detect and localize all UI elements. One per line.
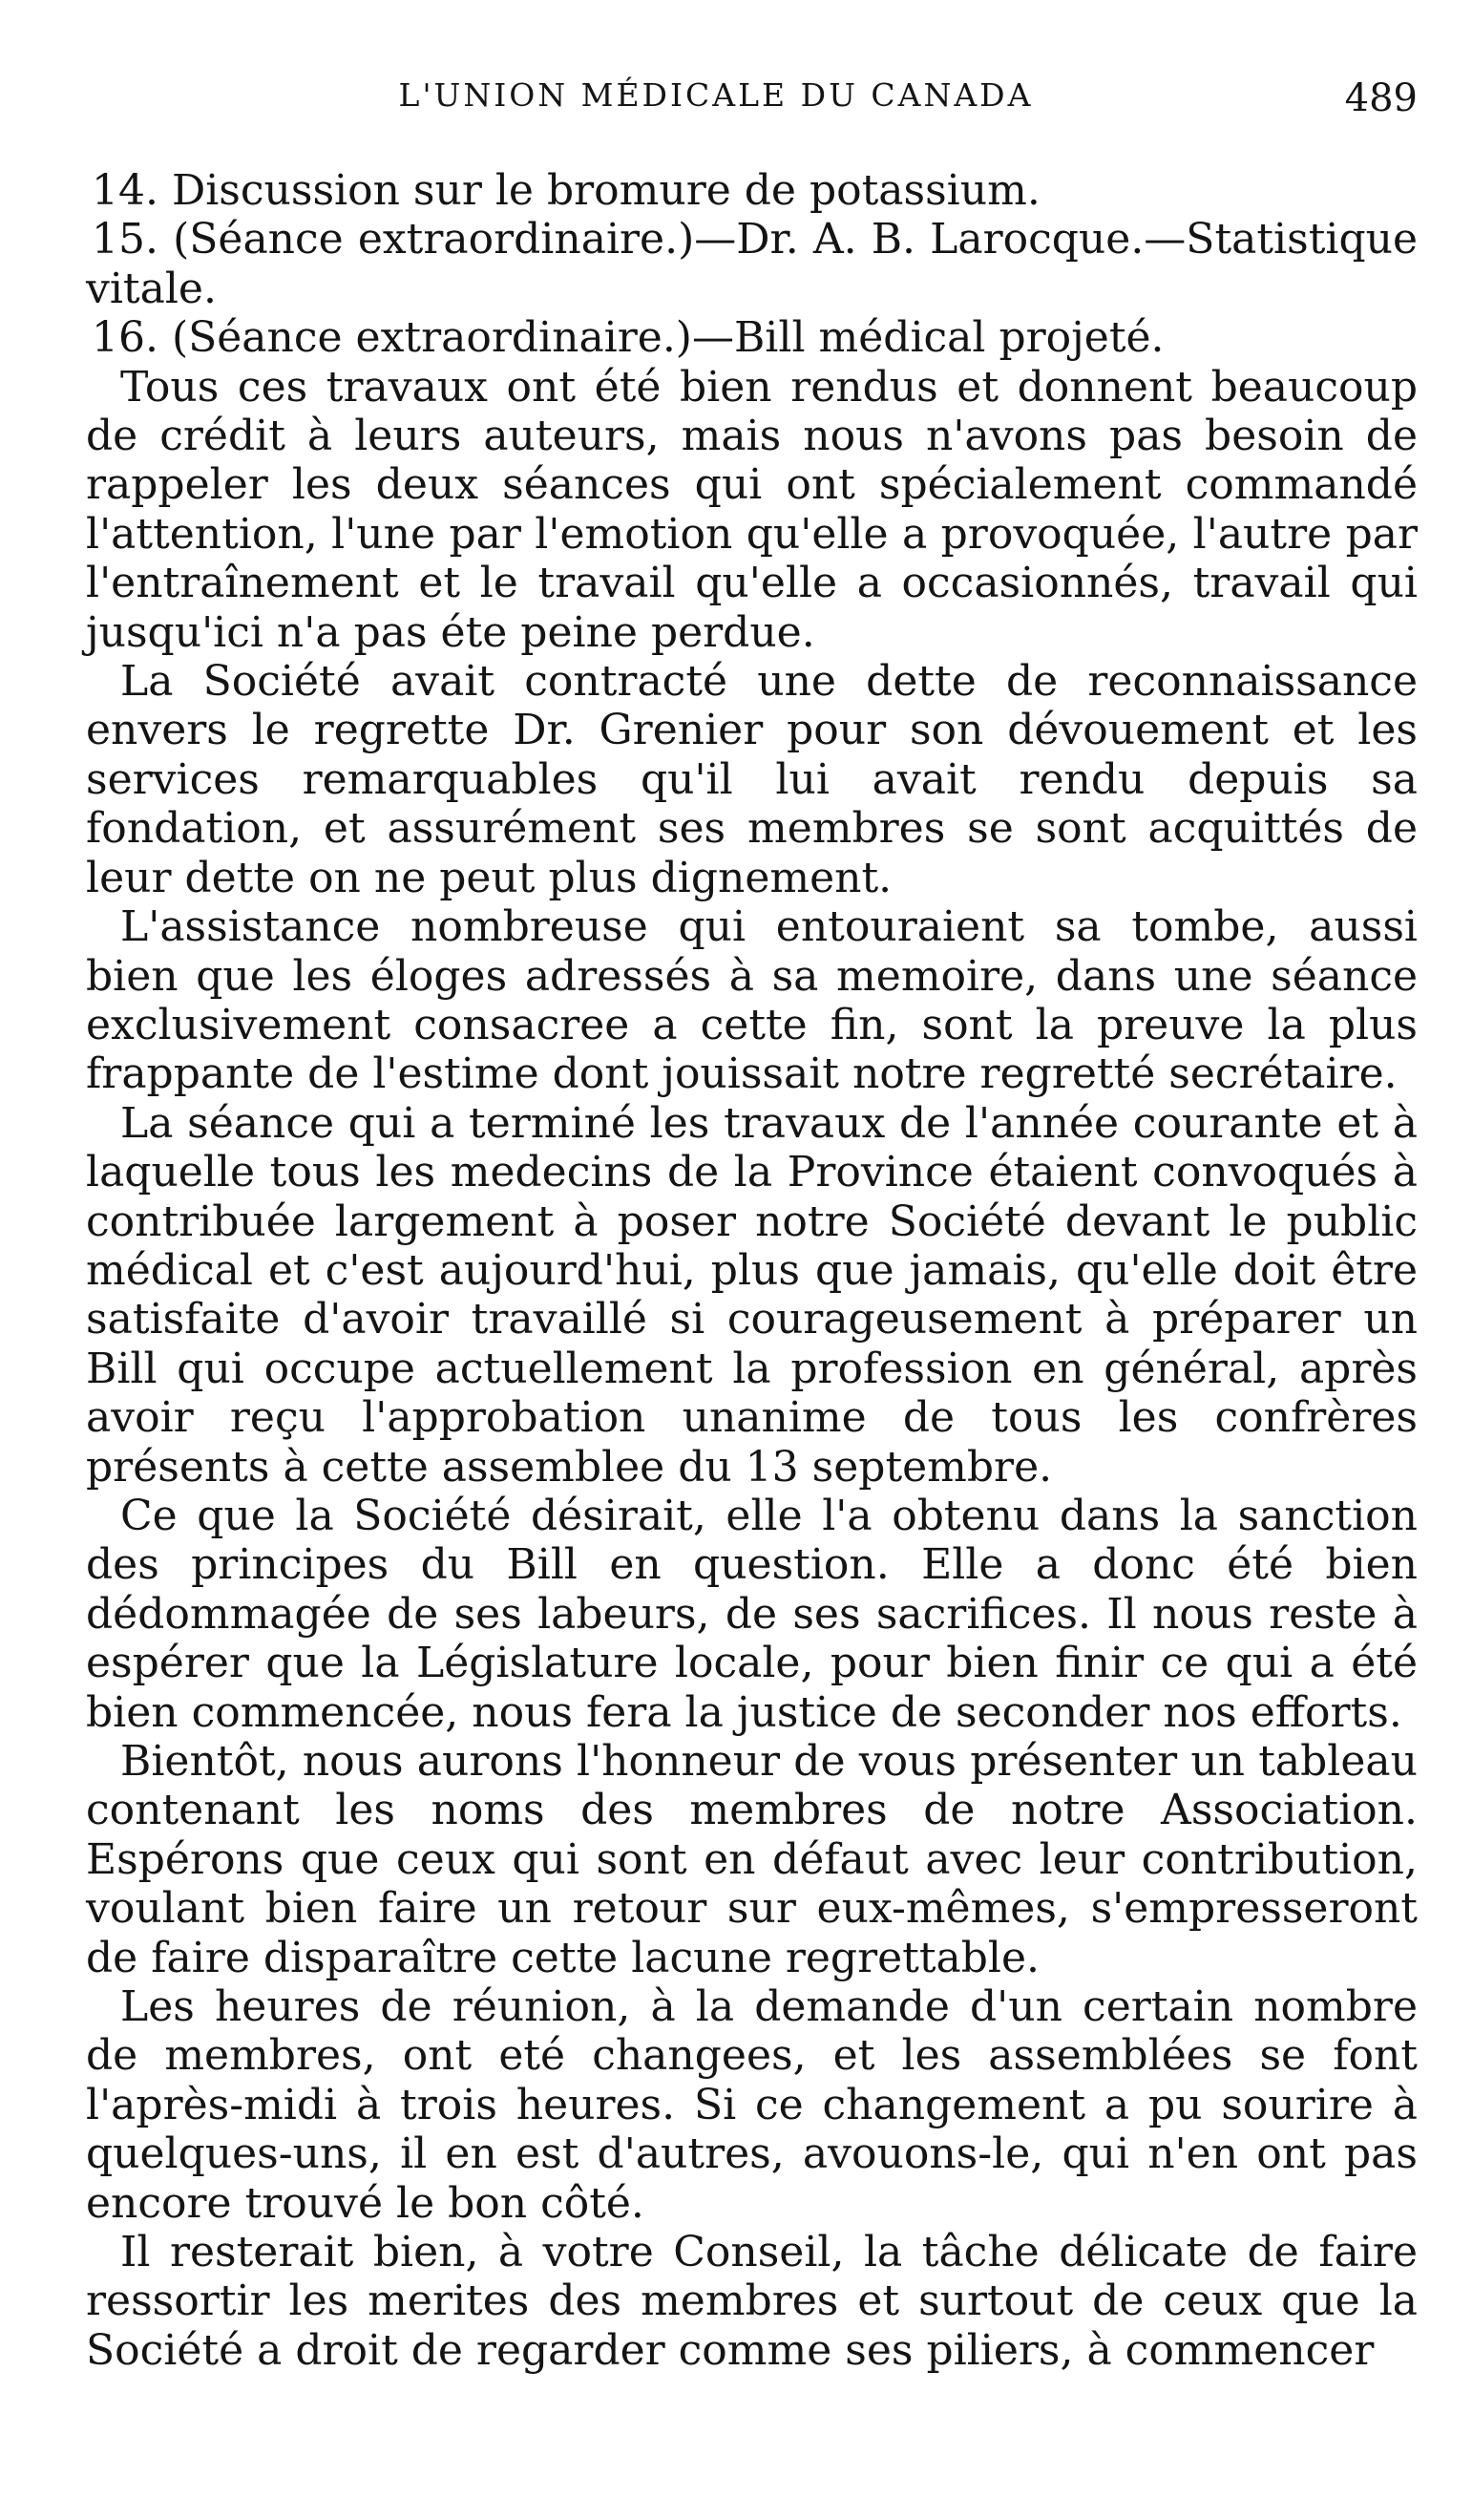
list-item-14: 14. Discussion sur le bromure de potassium.: [92, 166, 1041, 215]
paragraph-heures-reunion: Les heures de réunion, à la demande d'un certain nombre de membres, ont eté changees, et les assemblées se font l'après-midi à trois heures. Si ce changement a pu sourire à quelques-uns, il en est d'autres, avouons-le, qui n'en ont pas encore trouvé le bon côté.: [86, 1982, 1418, 2228]
paragraph-societe-dette: La Société avait contracté une dette de reconnaissance envers le regrette Dr. Grenier pour son dévouement et les services remarquables qu'il lui avait rendu depuis sa fondation, et assurément ses membres se sont acquittés de leur dette on ne peut plus dignement.: [86, 657, 1418, 902]
paragraph-sanction: Ce que la Société désirait, elle l'a obtenu dans la sanction des principes du Bill en question. Elle a donc été bien dédommagée de ses labeurs, de ses sacrifices. Il nous reste à espérer que la Législature locale, pour bien finir ce qui a été bien commencée, nous fera la justice de seconder nos efforts.: [86, 1491, 1418, 1737]
list-item-16: 16. (Séance extraordinaire.)—Bill médical projeté.: [92, 313, 1165, 363]
paragraph-seance-bill: La séance qui a terminé les travaux de l'année courante et à laquelle tous les medecins de la Province étaient convoqués à contribuée largement à poser notre Société devant le public médical et c'est aujourd'hui, plus que jamais, qu'elle doit être satisfaite d'avoir travaillé si courageusement à préparer un Bill qui occupe actuellement la profession en général, après avoir reçu l'approbation unanime de tous les confrères présents à cette assemblee du 13 septembre.: [86, 1098, 1418, 1492]
paragraph-travaux: Tous ces travaux ont été bien rendus et donnent beaucoup de crédit à leurs auteurs, mais nous n'avons pas besoin de rappeler les deux séances qui ont spécialement commandé l'attention, l'une par l'emotion qu'elle a provoquée, l'autre par l'entraînement et le travail qu'elle a occasionnés, travail qui jusqu'ici n'a pas éte peine perdue.: [86, 362, 1418, 657]
running-title: L'UNION MÉDICALE DU CANADA: [398, 76, 1034, 114]
paragraph-tableau-membres: Bientôt, nous aurons l'honneur de vous présenter un tableau contenant les noms des membres de notre Association. Espérons que ceux qui sont en défaut avec leur contribution, voulant bien faire un retour sur eux-mêmes, s'empresseront de faire disparaître cette lacune regrettable.: [86, 1737, 1418, 1982]
paragraph-assistance: L'assistance nombreuse qui entouraient sa tombe, aussi bien que les éloges adressés à sa memoire, dans une séance exclusivement consacree a cette fin, sont la preuve la plus frappante de l'estime dont jouissait notre regretté secrétaire.: [86, 902, 1418, 1099]
body-text: [86, 166, 1418, 2375]
list-item-15: 15. (Séance extraordinaire.)—Dr. A. B. Larocque.—Statistique vitale.: [86, 215, 1418, 313]
page-number: 489: [1344, 76, 1418, 120]
paragraph-conseil: Il resterait bien, à votre Conseil, la tâche délicate de faire ressortir les merites des membres et surtout de ceux que la Société a droit de regarder comme ses piliers, à commencer: [86, 2228, 1418, 2375]
running-header: [86, 76, 1418, 134]
page-content: [86, 76, 1418, 2375]
